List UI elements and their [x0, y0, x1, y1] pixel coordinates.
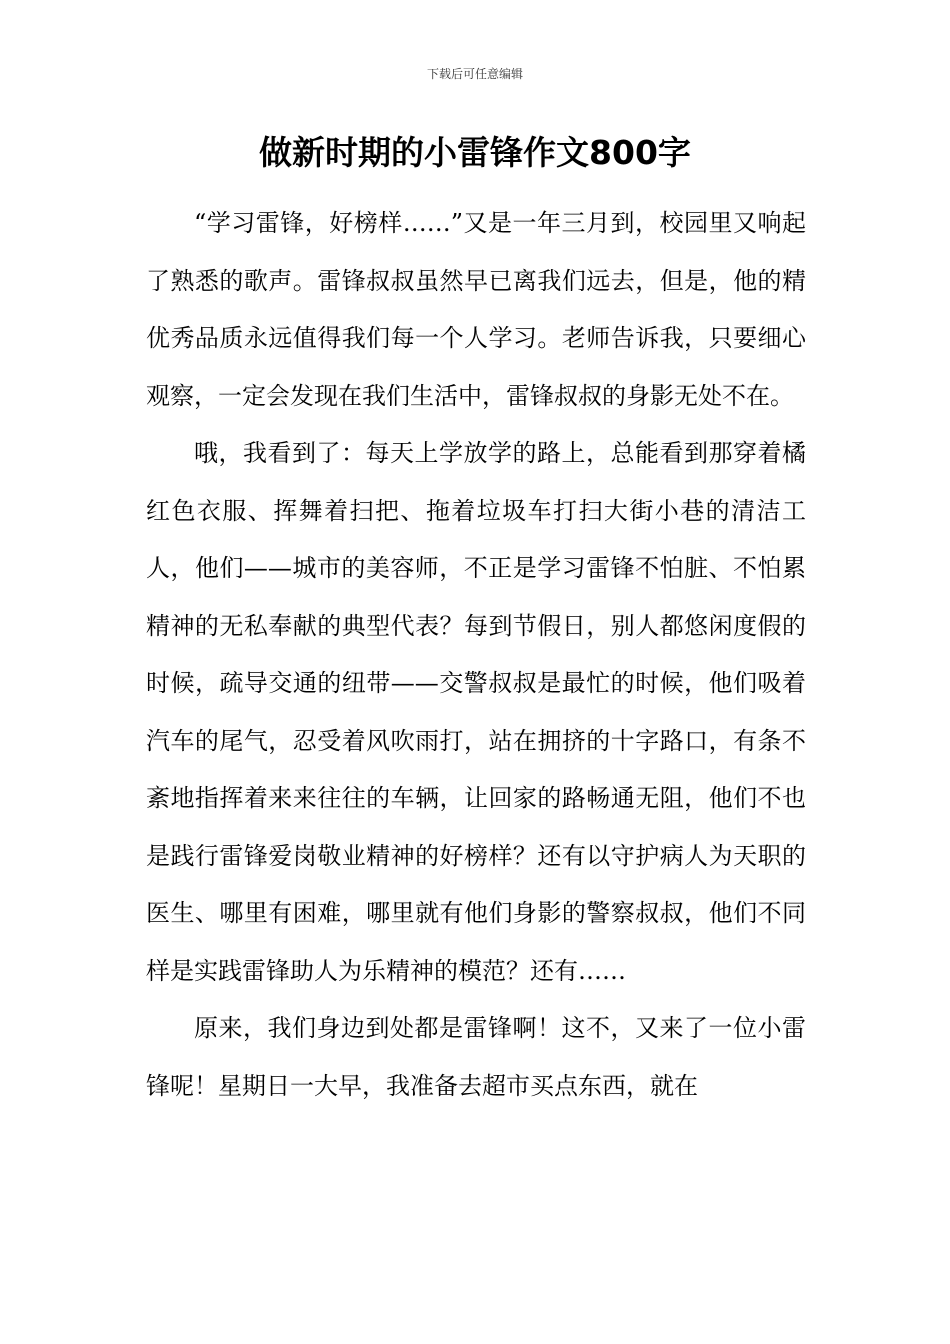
document-body	[146, 195, 806, 1115]
paragraph-2: 哦，我看到了：每天上学放学的路上，总能看到那穿着橘红色衣服、挥舞着扫把、拖着垃圾车打扫大街小巷的清洁工人，他们——城市的美容师，不正是学习雷锋不怕脏、不怕累精神的无私奉献的典型代表？每到节假日，别人都悠闲度假的时候，疏导交通的纽带——交警叔叔是最忙的时候，他们吸着汽车的尾气，忍受着风吹雨打，站在拥挤的十字路口，有条不紊地指挥着来来往往的车辆，让回家的路畅通无阻，他们不也是践行雷锋爱岗敬业精神的好榜样？还有以守护病人为天职的医生、哪里有困难，哪里就有他们身影的警察叔叔，他们不同样是实践雷锋助人为乐精神的模范？还有……	[146, 439, 806, 985]
document-title: 做新时期的小雷锋作文800字	[259, 133, 691, 172]
paragraph-3: 原来，我们身边到处都是雷锋啊！这不，又来了一位小雷锋呢！星期日一大早，我准备去超市买点东西，就在	[146, 1014, 806, 1100]
paragraph-1: “学习雷锋，好榜样……”又是一年三月到，校园里又响起了熟悉的歌声。雷锋叔叔虽然早已离我们远去，但是，他的精优秀品质永远值得我们每一个人学习。老师告诉我，只要细心观察，一定会发现在我们生活中，雷锋叔叔的身影无处不在。	[146, 209, 806, 410]
header-note: 下载后可任意编辑	[426, 67, 523, 81]
